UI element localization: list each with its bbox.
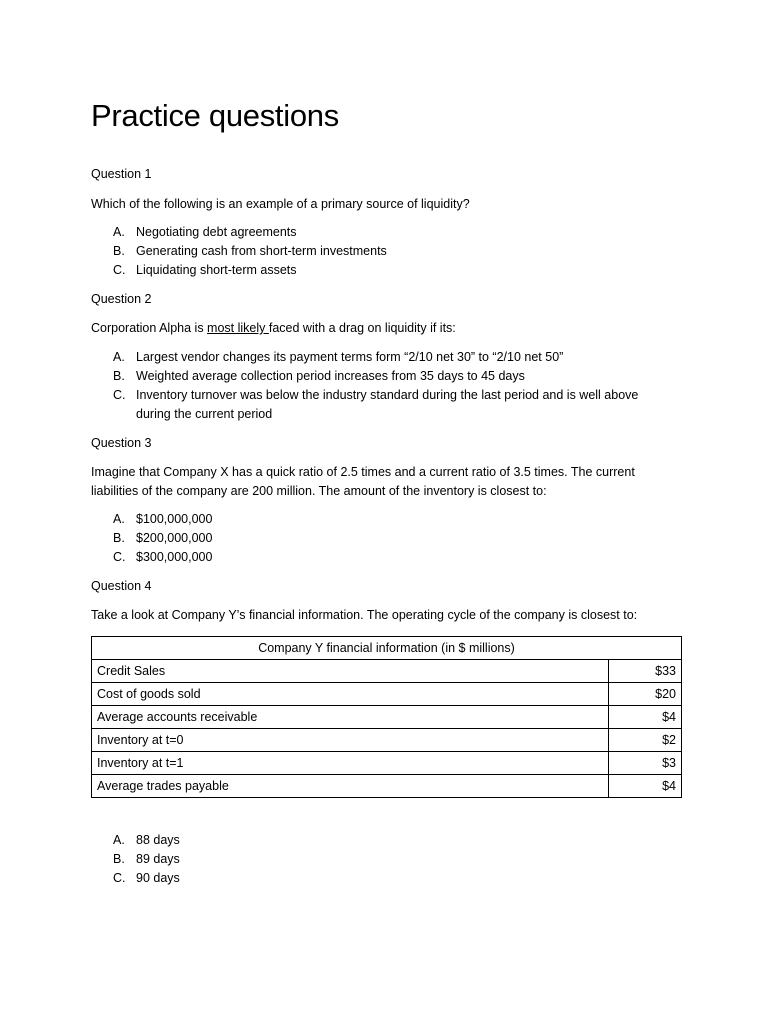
table-row-label: Inventory at t=1 xyxy=(92,752,609,775)
table-row xyxy=(92,729,682,752)
table-caption-row xyxy=(92,637,682,660)
question-3-options xyxy=(91,510,212,567)
financial-info-table xyxy=(91,636,682,798)
question-4-heading: Question 4 xyxy=(91,579,152,593)
question-2-option-c: C. Inventory turnover was below the industry standard during the last period and is well above during the current period xyxy=(113,388,639,421)
question-1-option-c: C. Liquidating short-term assets xyxy=(113,263,297,277)
table-row-label: Cost of goods sold xyxy=(92,683,609,706)
question-3-option-c: C. $300,000,000 xyxy=(113,550,213,564)
question-3-text: Imagine that Company X has a quick ratio of 2.5 times and a current ratio of 3.5 times. The current liabilities of the company are 200 million. The amount of the inventory is closest to: xyxy=(91,465,635,498)
question-2-options xyxy=(91,348,656,424)
table-row-value: $33 xyxy=(609,660,682,683)
table-row-label: Credit Sales xyxy=(92,660,609,683)
page-title: Practice questions xyxy=(91,98,339,133)
question-2-text: Corporation Alpha is most likely faced with a drag on liquidity if its: xyxy=(91,321,456,335)
table-row-label: Average accounts receivable xyxy=(92,706,609,729)
question-2-heading: Question 2 xyxy=(91,292,152,306)
table-row xyxy=(92,706,682,729)
table-row xyxy=(92,660,682,683)
question-4-option-b: B. 89 days xyxy=(113,852,180,866)
question-1-option-b: B. Generating cash from short-term investments xyxy=(113,244,387,258)
question-1-option-a: A. Negotiating debt agreements xyxy=(113,225,297,239)
table-row-value: $2 xyxy=(609,729,682,752)
question-4-options xyxy=(91,831,180,888)
emphasis-underline: most likely xyxy=(207,321,269,335)
table-row xyxy=(92,775,682,798)
question-2-option-a: A. Largest vendor changes its payment terms form “2/10 net 30” to “2/10 net 50” xyxy=(113,350,564,364)
question-1-options xyxy=(91,223,387,280)
table-caption: Company Y financial information (in $ millions) xyxy=(92,637,682,660)
question-2-option-b: B. Weighted average collection period increases from 35 days to 45 days xyxy=(113,369,525,383)
table-row xyxy=(92,752,682,775)
question-1-heading: Question 1 xyxy=(91,167,152,181)
table-row-value: $3 xyxy=(609,752,682,775)
question-3-option-b: B. $200,000,000 xyxy=(113,531,213,545)
table-row xyxy=(92,683,682,706)
table-row-value: $4 xyxy=(609,706,682,729)
question-4-text: Take a look at Company Y’s financial information. The operating cycle of the company is closest to: xyxy=(91,608,638,622)
table-row-value: $4 xyxy=(609,775,682,798)
table-row-value: $20 xyxy=(609,683,682,706)
table-row-label: Inventory at t=0 xyxy=(92,729,609,752)
table-row-label: Average trades payable xyxy=(92,775,609,798)
question-4-option-a: A. 88 days xyxy=(113,833,180,847)
question-3-heading: Question 3 xyxy=(91,436,152,450)
question-1-text: Which of the following is an example of a primary source of liquidity? xyxy=(91,197,470,211)
question-3-option-a: A. $100,000,000 xyxy=(113,512,213,526)
question-4-option-c: C. 90 days xyxy=(113,871,180,885)
